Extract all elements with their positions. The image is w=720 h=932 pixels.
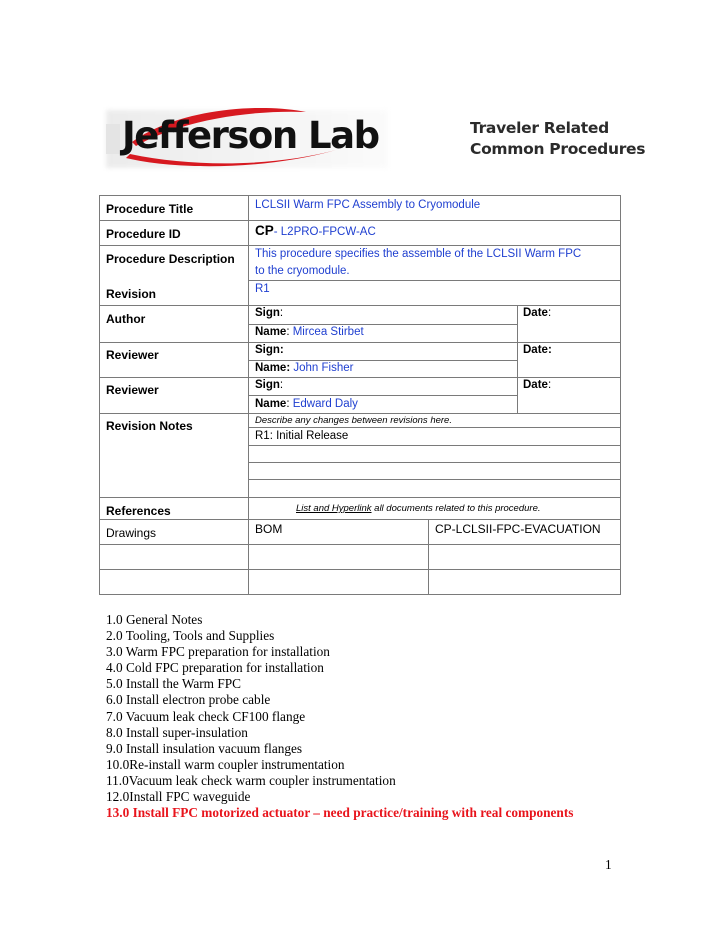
reviewer-1-label: Reviewer — [106, 348, 159, 362]
reviewer-1-name-value: John Fisher — [293, 362, 354, 374]
references-hint-link[interactable]: List and Hyperlink — [296, 503, 372, 514]
references-label: References — [106, 504, 171, 518]
author-label: Author — [106, 312, 146, 326]
page-number: 1 — [605, 857, 612, 872]
drawings-label: Drawings — [106, 526, 157, 540]
toc-item-9: 9.0 Install insulation vacuum flanges — [106, 740, 303, 756]
reviewer-2-date: Date: — [523, 379, 552, 391]
drawings-bom[interactable]: BOM — [255, 522, 283, 536]
reviewer-1-date-label: Date — [523, 344, 548, 356]
revision-notes-label: Revision Notes — [106, 419, 193, 433]
author-date-label: Date — [523, 307, 548, 319]
author-name-label: Name — [255, 326, 287, 338]
toc-item-2: 2.0 Tooling, Tools and Supplies — [106, 628, 275, 644]
procedure-id-prefix: CP — [255, 223, 274, 238]
toc-item-1: 1.0 General Notes — [106, 612, 203, 627]
procedure-title-label: Procedure Title — [106, 202, 194, 216]
procedure-id-suffix: - L2PRO-FPCW-AC — [273, 226, 376, 238]
procedure-table — [99, 195, 621, 595]
revision-value: R1 — [255, 283, 270, 295]
procedure-description-line-2: to the cryomodule. — [255, 265, 350, 277]
revision-notes-hint: Describe any changes between revisions here. — [255, 415, 452, 426]
revision-notes-r1: R1: Initial Release — [255, 430, 349, 442]
reviewer-2-sign: Sign: — [255, 379, 284, 391]
reviewer-1-sign: Sign: — [255, 344, 284, 356]
reviewer-2-date-label: Date — [523, 379, 548, 391]
procedure-title-value: LCLSII Warm FPC Assembly to Cryomodule — [255, 199, 481, 211]
author-sign: Sign: — [255, 307, 284, 319]
toc-item-11: 11.0Vacuum leak check warm coupler instrumentation — [106, 772, 396, 788]
toc-item-5: 5.0 Install the Warm FPC — [106, 676, 241, 692]
reviewer-1-date: Date: — [523, 344, 552, 356]
toc-list — [106, 612, 573, 821]
toc-item-3: 3.0 Warm FPC preparation for installation — [106, 644, 330, 660]
revision-label: Revision — [106, 287, 157, 301]
toc-item-7: 7.0 Vacuum leak check CF100 flange — [106, 708, 306, 724]
heading-line-1: Traveler Related — [470, 119, 609, 137]
reviewer-2-name-value: Edward Daly — [292, 398, 358, 410]
reviewer-2-sign-label: Sign — [255, 379, 280, 391]
reviewer-1-name-label: Name — [255, 362, 287, 374]
reviewer-1-sign-label: Sign — [255, 344, 280, 356]
references-hint-rest: all documents related to this procedure. — [371, 503, 541, 514]
drawings-evacuation[interactable]: CP-LCLSII-FPC-EVACUATION — [435, 522, 601, 536]
references-hint — [296, 503, 541, 514]
reviewer-2-label: Reviewer — [106, 383, 159, 397]
author-date: Date: — [523, 307, 552, 319]
toc-item-12: 12.0Install FPC waveguide — [106, 789, 251, 805]
author-name-value: Mircea Stirbet — [292, 326, 364, 338]
author-name: Name: Mircea Stirbet — [255, 326, 364, 338]
procedure-id-label: Procedure ID — [106, 227, 181, 241]
toc-item-4: 4.0 Cold FPC preparation for installation — [106, 660, 324, 676]
reviewer-1-name: Name: John Fisher — [255, 362, 354, 374]
logo-text: Jefferson Lab — [122, 114, 379, 157]
reviewer-2-name-label: Name — [255, 398, 287, 410]
procedure-description-line-1: This procedure specifies the assemble of the LCLSII Warm FPC — [255, 248, 582, 260]
reviewer-2-name: Name: Edward Daly — [255, 398, 358, 410]
heading-line-2: Common Procedures — [470, 140, 646, 158]
procedure-id-value — [255, 223, 376, 238]
toc-item-10: 10.0Re-install warm coupler instrumentation — [106, 756, 345, 772]
procedure-description-label: Procedure Description — [106, 252, 235, 266]
traveler-related-heading — [470, 118, 646, 160]
author-sign-label: Sign — [255, 307, 280, 319]
toc-item-8: 8.0 Install super-insulation — [106, 724, 248, 740]
toc-item-13: 13.0 Install FPC motorized actuator – need practice/training with real components — [106, 805, 574, 821]
toc-item-6: 6.0 Install electron probe cable — [106, 692, 271, 708]
jefferson-lab-logo — [106, 108, 391, 170]
